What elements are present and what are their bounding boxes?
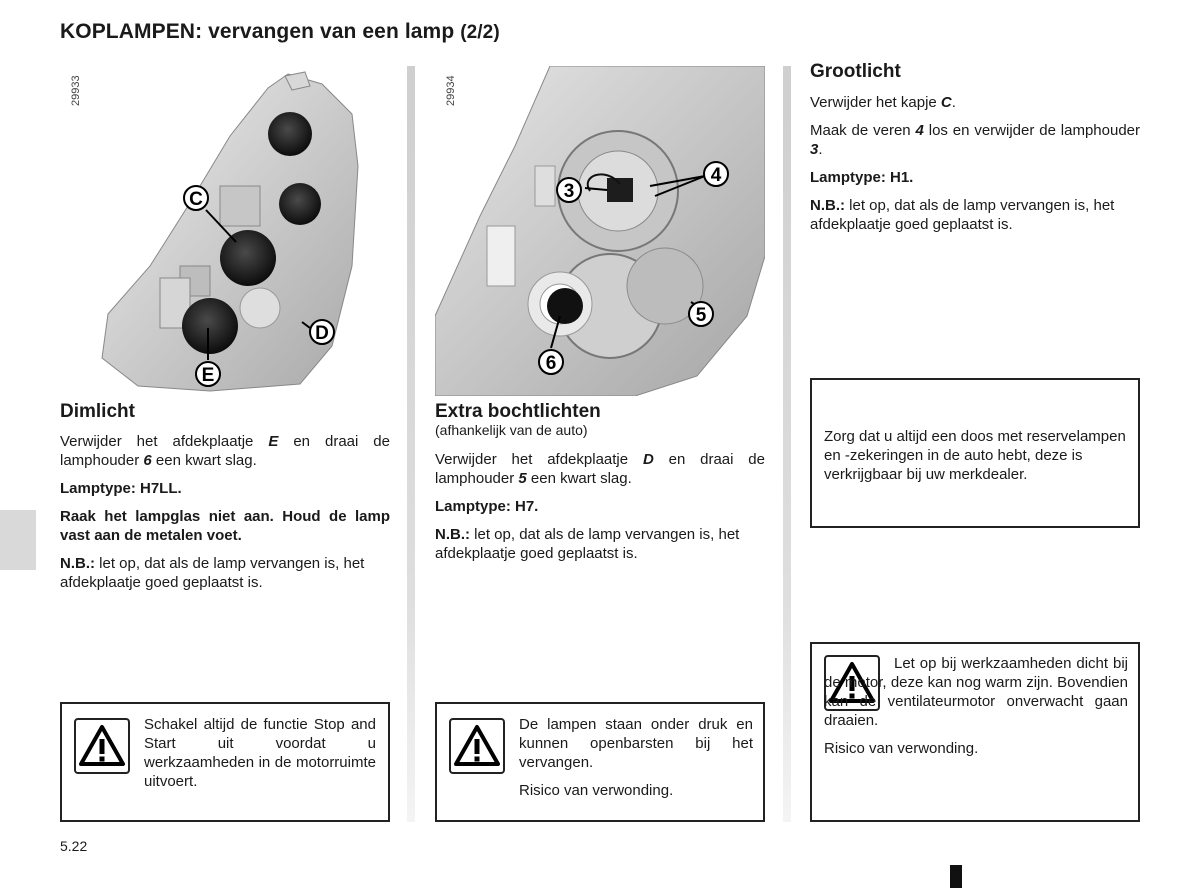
section-dimlicht [60,402,390,601]
callout-d-label: D [315,323,329,344]
headlamp-illustration-2 [435,66,765,396]
lamp-cap-middle [279,183,321,225]
cap-d [240,288,280,328]
grootlicht-note: N.B.: let op, dat als de lamp vervangen is, het afdekplaatje goed geplaatst is. [810,197,1115,233]
cap-e [182,298,238,354]
column-divider-left [407,66,415,822]
bochtlichten-lamptype: Lamptype: H7. [435,498,539,515]
callout-3-label: 3 [563,181,575,202]
grootlicht-lamptype: Lamptype: H1. [810,169,914,186]
info-text: Zorg dat u altijd een doos met reservelampen en -zekeringen in de auto hebt, deze is verkrijgbaar bij uw merkdealer. [824,428,1126,483]
warning-text: De lampen staan onder druk en kunnen openbarsten bij het vervangen. Risico van verwonding. [519,716,753,799]
dimlicht-instruction: Verwijder het afdekplaatje E en draai de lamphouder 6 een kwart slag. [60,433,390,469]
dimlicht-caution: Raak het lampglas niet aan. Houd de lamp vast aan de metalen voet. [60,508,390,544]
section-heading: Dimlicht [60,401,135,422]
headlamp-illustration-1 [60,66,390,396]
section-bochtlichten [435,402,765,572]
figure-headlamp-rear-left [60,66,390,396]
bochtlichten-note: N.B.: let op, dat als de lamp vervangen is, het afdekplaatje goed geplaatst is. [435,526,740,562]
warning-box-engine-hot [810,642,1140,822]
section-heading: Grootlicht [810,61,901,82]
section-grootlicht [810,62,1140,243]
figure-id: 29934 [445,75,457,106]
callout-e-label: E [201,365,215,386]
warning-box-pressure [435,702,765,822]
callout-4-label: 4 [710,165,722,186]
grootlicht-instruction-1: Verwijder het kapje C. [810,94,956,111]
cap-c [220,230,276,286]
page-title-text: KOPLAMPEN: vervangen van een lamp [60,20,455,43]
bochtlichten-instruction: Verwijder het afdekplaatje D en draai de lamphouder 5 een kwart slag. [435,451,765,487]
section-heading: Extra bochtlichten [435,401,601,422]
warning-text: Let op bij werkzaamheden dicht bij de motor, deze kan nog warm zijn. Bovendien kan de ventilateurmotor onverwacht gaan draaien. Risico van verwonding. [824,655,1128,757]
warning-triangle-icon [74,718,130,774]
lamp-holder-6 [547,288,583,324]
section-subheading: (afhankelijk van de auto) [435,422,588,438]
chapter-tab [0,510,36,570]
lamp-cap-upper [268,112,312,156]
callout-6-label: 6 [545,353,557,374]
column-divider-right [783,66,791,822]
page-marker [950,865,962,888]
warning-text: Schakel altijd de functie Stop and Start uit voordat u werkzaamheden in de motorruimte uitvoert. [144,716,376,790]
figure-headlamp-rear-right [435,66,765,396]
page-title [60,20,500,44]
warning-box-stop-start [60,702,390,822]
callout-5-label: 5 [695,305,707,326]
grootlicht-instruction-2: Maak de veren 4 los en verwijder de lamphouder 3. [810,122,1140,158]
dimlicht-note: N.B.: let op, dat als de lamp vervangen is, het afdekplaatje goed geplaatst is. [60,555,365,591]
callout-c-label: C [189,189,203,210]
warning-triangle-icon [449,718,505,774]
info-box-spare-lamps [810,378,1140,528]
page-number: 5.22 [60,838,88,854]
dimlicht-lamptype: Lamptype: H7LL. [60,480,182,497]
lamp-holder-3 [607,178,633,202]
page-title-suffix: (2/2) [460,22,500,43]
figure-id: 29933 [70,75,82,106]
